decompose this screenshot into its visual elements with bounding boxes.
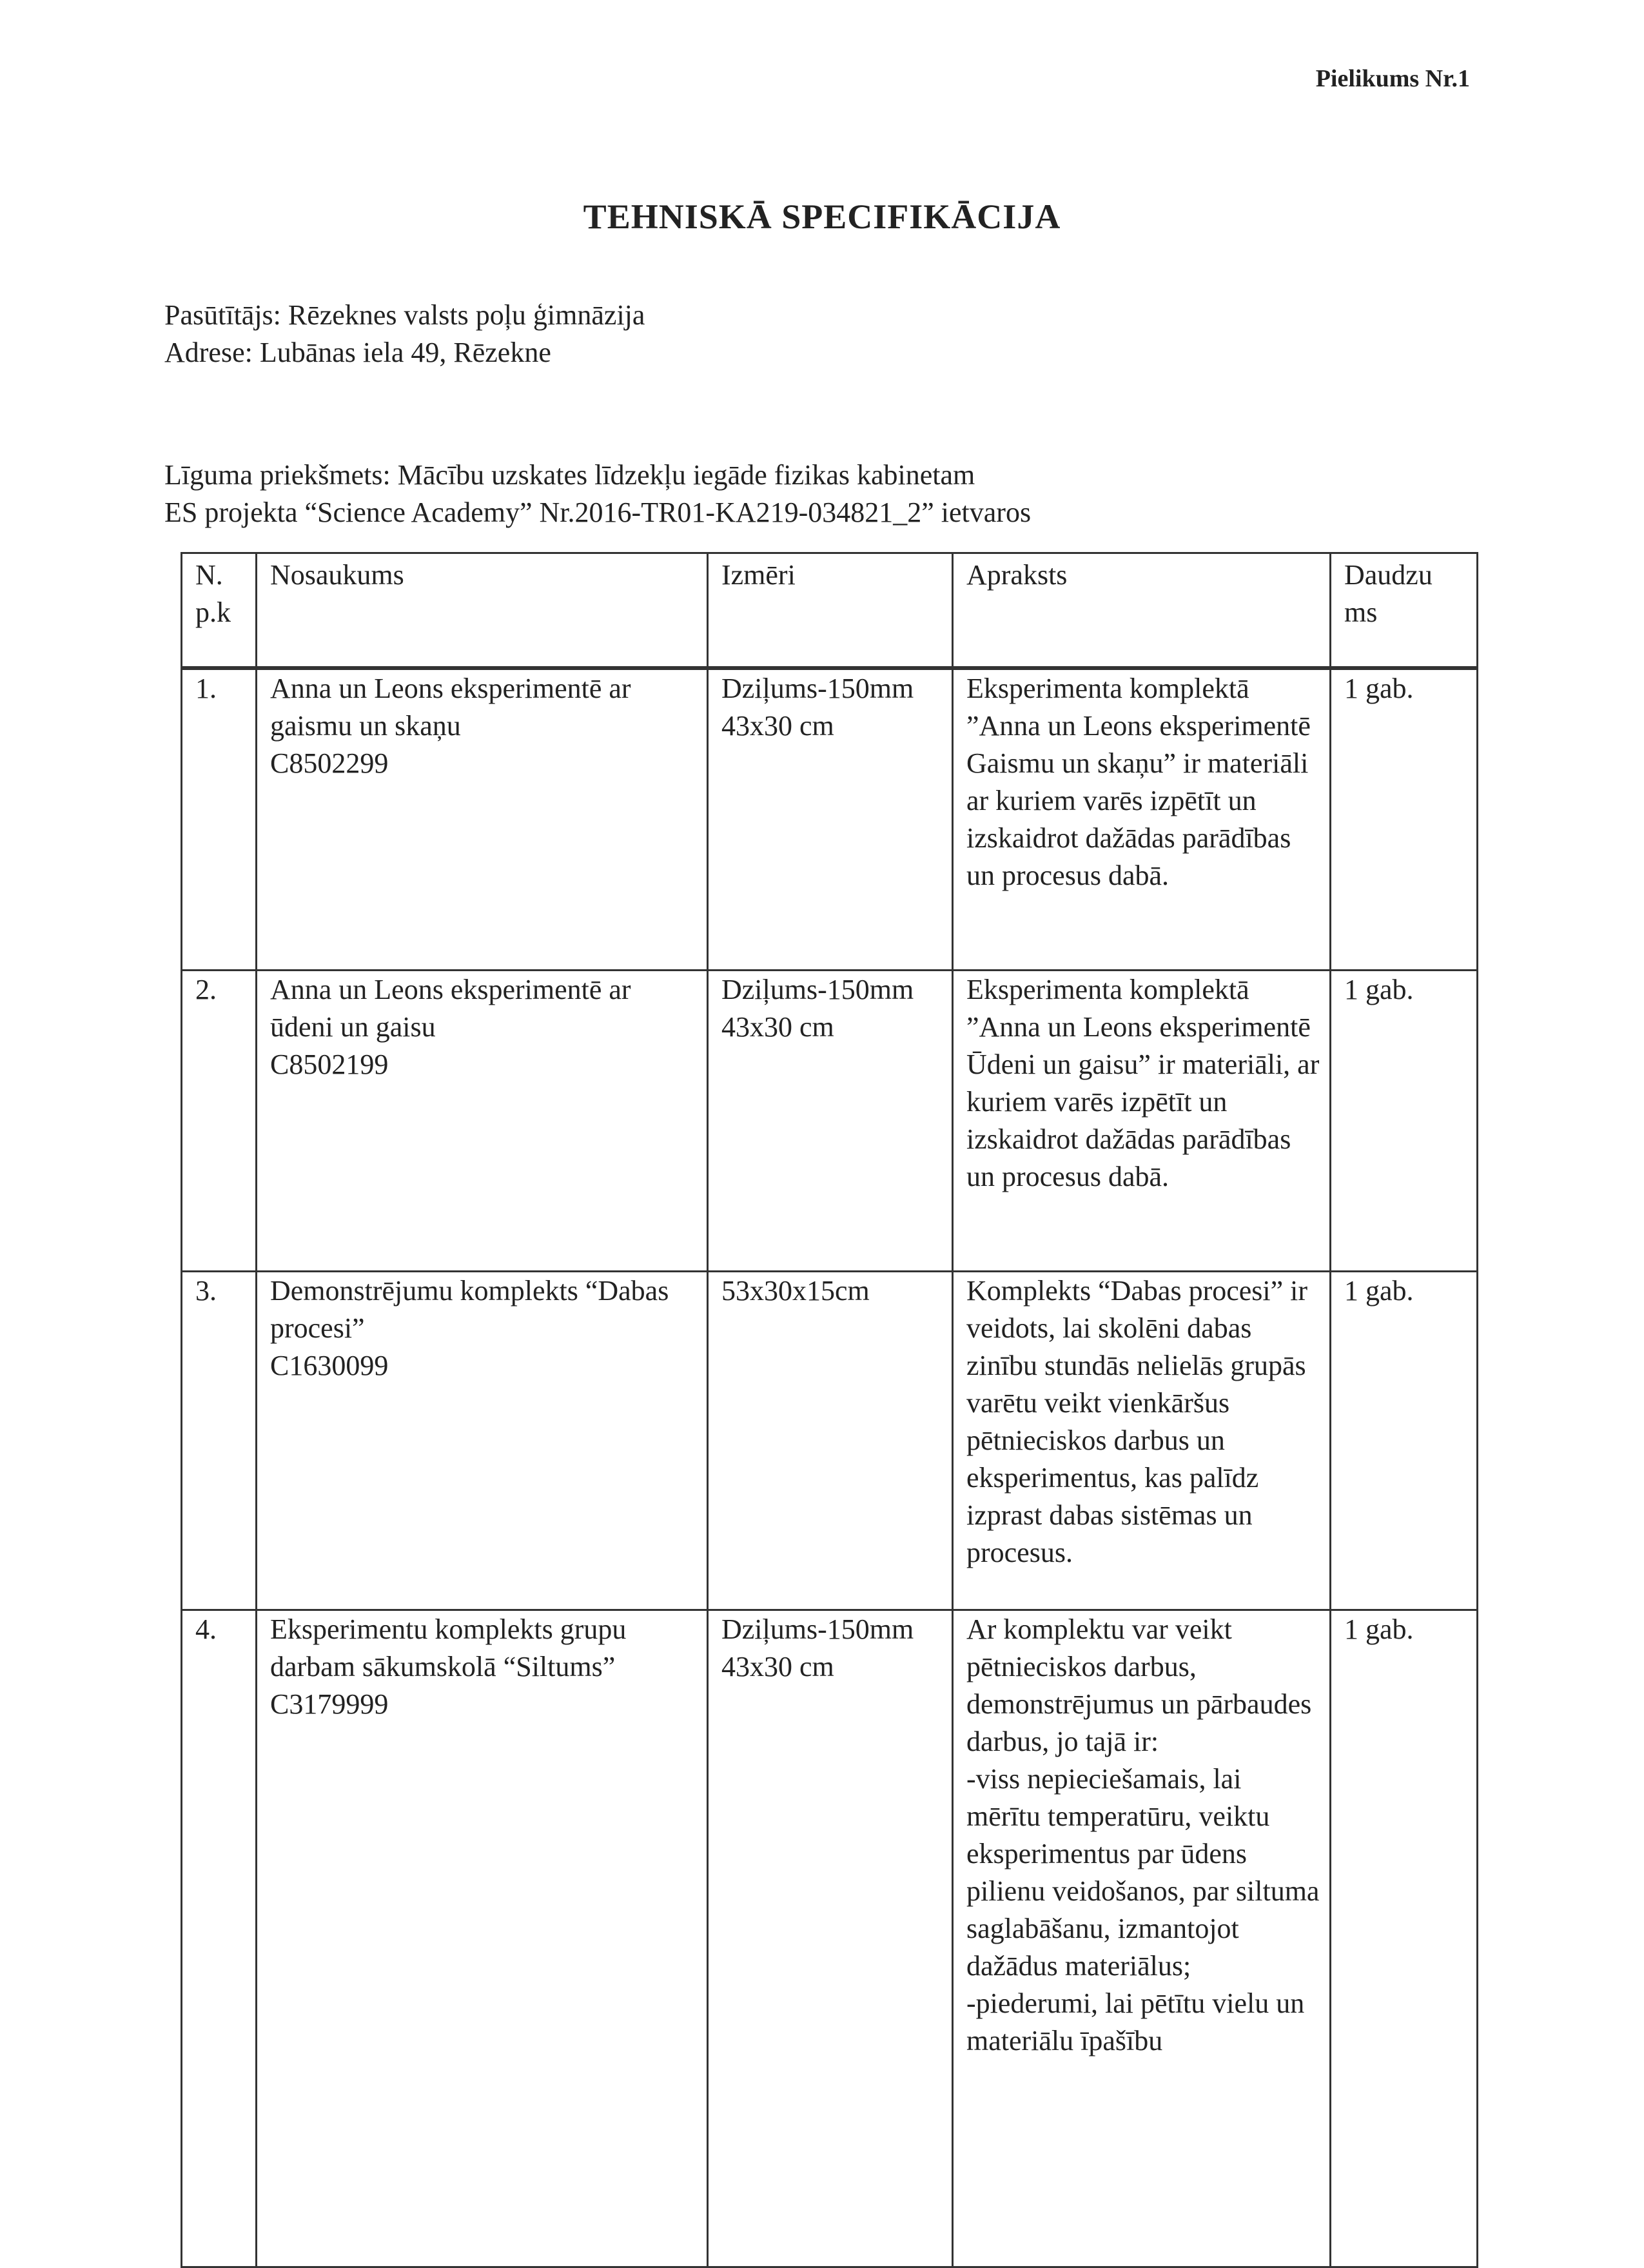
cell-quantity: 1 gab. xyxy=(1331,971,1478,1272)
header-quantity: Daudzu ms xyxy=(1331,553,1478,669)
specification-table xyxy=(181,552,1478,2268)
annex-label: Pielikums Nr.1 xyxy=(1315,65,1470,92)
cell-description: Eksperimenta komplektā ”Anna un Leons eksperimentē Ūdeni un gaisu” ir materiāli, ar kuriem varēs izpētīt un izskaidrot dažādas parādības un procesus dabā. xyxy=(953,971,1331,1272)
cell-size: Dziļums-150mm 43x30 cm xyxy=(708,1610,953,2267)
cell-nr: 2. xyxy=(182,971,257,1272)
cell-description: Eksperimenta komplektā ”Anna un Leons eksperimentē Gaismu un skaņu” ir materiāli ar kuriem varēs izpētīt un izskaidrot dažādas parādības un procesus dabā. xyxy=(953,668,1331,971)
cell-name: Anna un Leons eksperimentē ar ūdeni un gaisu C8502199 xyxy=(257,971,708,1272)
subject-line: Līguma priekšmets: Mācību uzskates līdzekļu iegāde fizikas kabinetam xyxy=(164,459,975,491)
table-row xyxy=(182,1610,1478,2267)
cell-name: Eksperimentu komplekts grupu darbam sākumskolā “Siltums” C3179999 xyxy=(257,1610,708,2267)
cell-quantity: 1 gab. xyxy=(1331,1610,1478,2267)
document-title: TEHNISKĀ SPECIFIKĀCIJA xyxy=(583,197,1061,236)
contract-info-block xyxy=(164,457,1031,531)
table-header-row xyxy=(182,553,1478,669)
table-row xyxy=(182,971,1478,1272)
client-line: Pasūtītājs: Rēzeknes valsts poļu ģimnāzija xyxy=(164,299,645,331)
header-description: Apraksts xyxy=(953,553,1331,669)
client-info-block xyxy=(164,297,645,371)
table-row xyxy=(182,668,1478,971)
cell-quantity: 1 gab. xyxy=(1331,668,1478,971)
cell-description: Ar komplektu var veikt pētnieciskos darbus, demonstrējumus un pārbaudes darbus, jo tajā ir: -viss nepieciešamais, lai mērītu temperatūru, veiktu eksperimentus par ūdens pilienu veidošanos, par siltuma saglabāšanu, izmantojot dažādus materiālus; -piederumi, lai pētītu vielu un materiālu īpašību xyxy=(953,1610,1331,2267)
address-line: Adrese: Lubānas iela 49, Rēzekne xyxy=(164,337,551,368)
header-nr: N. p.k xyxy=(182,553,257,669)
cell-size: 53x30x15cm xyxy=(708,1272,953,1610)
cell-nr: 4. xyxy=(182,1610,257,2267)
project-line: ES projekta “Science Academy” Nr.2016-TR01-KA219-034821_2” ietvaros xyxy=(164,497,1032,528)
cell-name: Demonstrējumu komplekts “Dabas procesi” C1630099 xyxy=(257,1272,708,1610)
header-size: Izmēri xyxy=(708,553,953,669)
cell-description: Komplekts “Dabas procesi” ir veidots, lai skolēni dabas zinību stundās nelielās grupās varētu veikt vienkāršus pētnieciskos darbus un eksperimentus, kas palīdz izprast dabas sistēmas un procesus. xyxy=(953,1272,1331,1610)
cell-nr: 3. xyxy=(182,1272,257,1610)
cell-size: Dziļums-150mm 43x30 cm xyxy=(708,971,953,1272)
cell-size: Dziļums-150mm 43x30 cm xyxy=(708,668,953,971)
cell-nr: 1. xyxy=(182,668,257,971)
table-row xyxy=(182,1272,1478,1610)
cell-quantity: 1 gab. xyxy=(1331,1272,1478,1610)
cell-name: Anna un Leons eksperimentē ar gaismu un skaņu C8502299 xyxy=(257,668,708,971)
header-name: Nosaukums xyxy=(257,553,708,669)
